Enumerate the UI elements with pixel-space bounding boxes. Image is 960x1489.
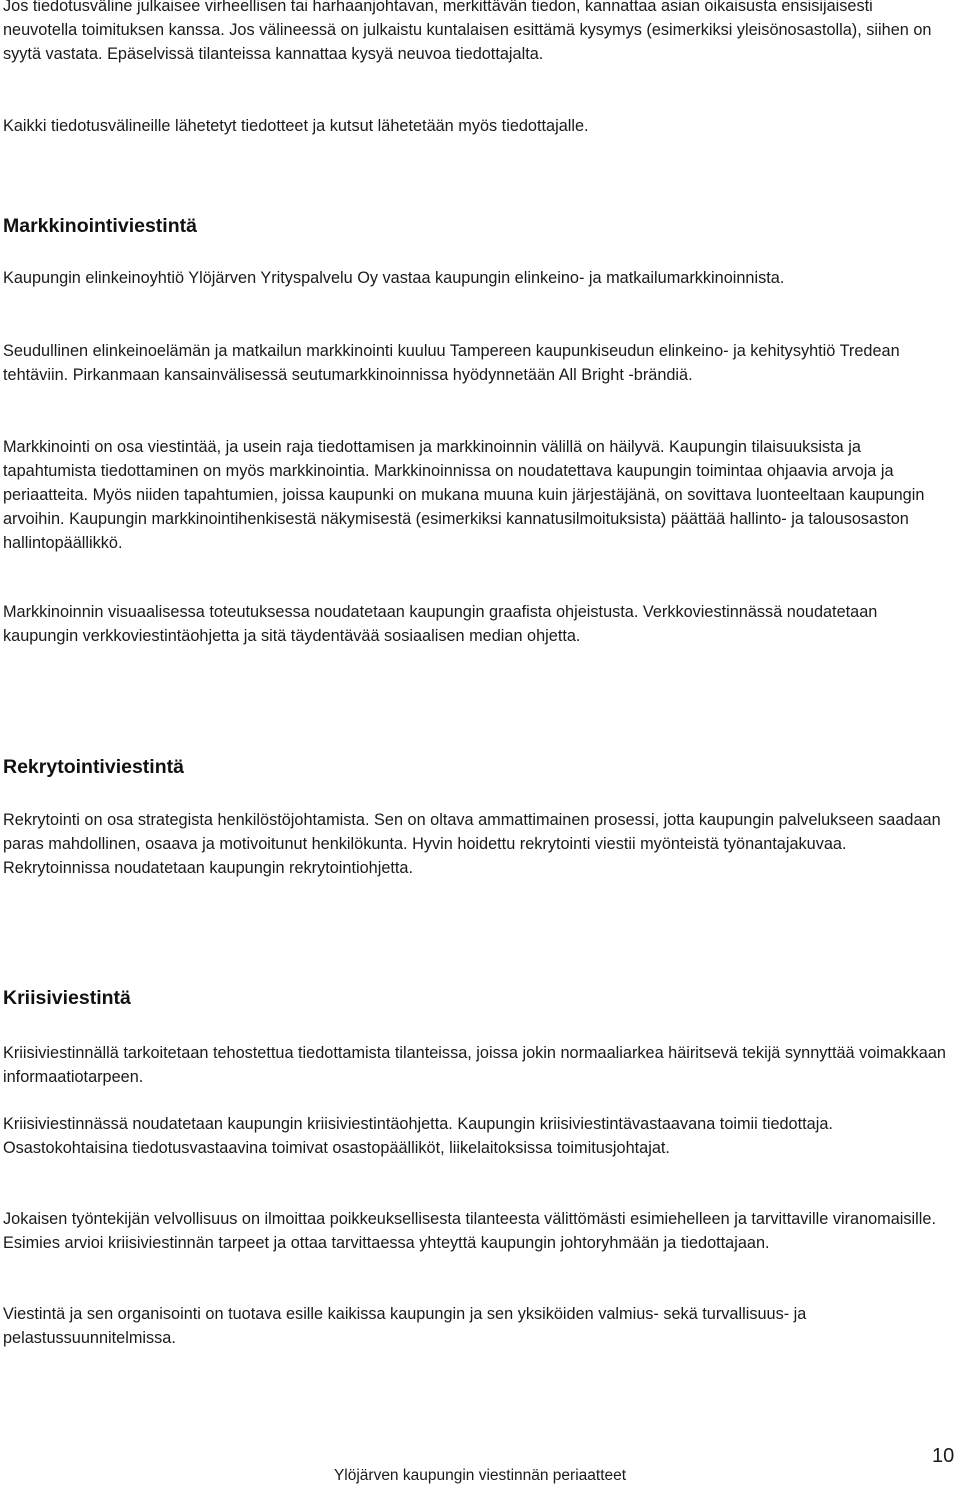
page-number: 10 bbox=[932, 1445, 955, 1467]
section-heading-markkinointiviestinta: Markkinointiviestintä bbox=[3, 215, 197, 237]
section-paragraph: Rekrytointi on osa strategista henkilöstöjohtamista. Sen on oltava ammattimainen prosessi, jotta kaupungin palvelukseen saadaan paras mahdollinen, osaava ja motivoitunut henkilökunta. Hyvin hoidettu rekrytointi viestii myönteistä työnantajakuvaa. Rekrytoinnissa noudatetaan kaupungin rekrytointiohjetta. bbox=[3, 811, 941, 877]
intro-paragraph: Kaikki tiedotusvälineille lähetetyt tiedotteet ja kutsut lähetetään myös tiedottajalle. bbox=[3, 117, 589, 135]
section-paragraph: Viestintä ja sen organisointi on tuotava esille kaikissa kaupungin ja sen yksiköiden valmius- sekä turvallisuus- ja pelastussuunnitelmissa. bbox=[3, 1305, 807, 1347]
section-heading-rekrytointiviestinta: Rekrytointiviestintä bbox=[3, 756, 184, 778]
section-paragraph: Markkinointi on osa viestintää, ja usein raja tiedottamisen ja markkinoinnin välillä on häilyvä. Kaupungin tilaisuuksista ja tapahtumista tiedottaminen on myös markkinointia. Markkinoinnissa on noudatettava kaupungin toimintaa ohjaavia arvoja ja periaatteita. Myös niiden tapahtumien, joissa kaupunki on mukana muuna kuin järjestäjänä, on sovittava luonteeltaan kaupungin arvoihin. Kaupungin markkinointihenkisestä näkymisestä (esimerkiksi kannatusilmoituksista) päättää hallinto- ja talousosaston hallintopäällikkö. bbox=[3, 438, 925, 552]
section-paragraph: Kaupungin elinkeinoyhtiö Ylöjärven Yrityspalvelu Oy vastaa kaupungin elinkeino- ja matkailumarkkinoinnista. bbox=[3, 269, 785, 287]
section-paragraph: Kriisiviestinnällä tarkoitetaan tehostettua tiedottamista tilanteissa, joissa jokin normaaliarkea häiritsevä tekijä synnyttää voimakkaan informaatiotarpeen. bbox=[3, 1044, 946, 1086]
intro-paragraph: Jos tiedotusväline julkaisee virheellisen tai harhaanjohtavan, merkittävän tiedon, kannattaa asian oikaisusta ensisijaisesti neuvotella toimituksen kanssa. Jos välineessä on julkaistu kuntalaisen esittämä kysymys (esimerkiksi yleisönosastolla), siihen on syytä vastata. Epäselvissä tilanteissa kannattaa kysyä neuvoa tiedottajalta. bbox=[3, 0, 932, 63]
section-paragraph: Kriisiviestinnässä noudatetaan kaupungin kriisiviestintäohjetta. Kaupungin kriisiviestintävastaavana toimii tiedottaja. Osastokohtaisina tiedotusvastaavina toimivat osastopäälliköt, liikelaitoksissa toimitusjohtajat. bbox=[3, 1115, 833, 1157]
section-paragraph: Seudullinen elinkeinoelämän ja matkailun markkinointi kuuluu Tampereen kaupunkiseudun elinkeino- ja kehitysyhtiö Tredean tehtäviin. Pirkanmaan kansainvälisessä seutumarkkinoinnissa hyödynnetään All Bright -brändiä. bbox=[3, 342, 900, 384]
section-heading-kriisiviestinta: Kriisiviestintä bbox=[3, 987, 131, 1009]
footer-title: Ylöjärven kaupungin viestinnän periaatteet bbox=[333, 1467, 627, 1484]
section-paragraph: Markkinoinnin visuaalisessa toteutuksessa noudatetaan kaupungin graafista ohjeistusta. Verkkoviestinnässä noudatetaan kaupungin verkkoviestintäohjetta ja sitä täydentävää sosiaalisen median ohjetta. bbox=[3, 603, 878, 645]
section-paragraph: Jokaisen työntekijän velvollisuus on ilmoittaa poikkeuksellisesta tilanteesta välittömästi esimiehelleen ja tarvittaville viranomaisille. Esimies arvioi kriisiviestinnän tarpeet ja ottaa tarvittaessa yhteyttä kaupungin johtoryhmään ja tiedottajaan. bbox=[3, 1210, 936, 1252]
